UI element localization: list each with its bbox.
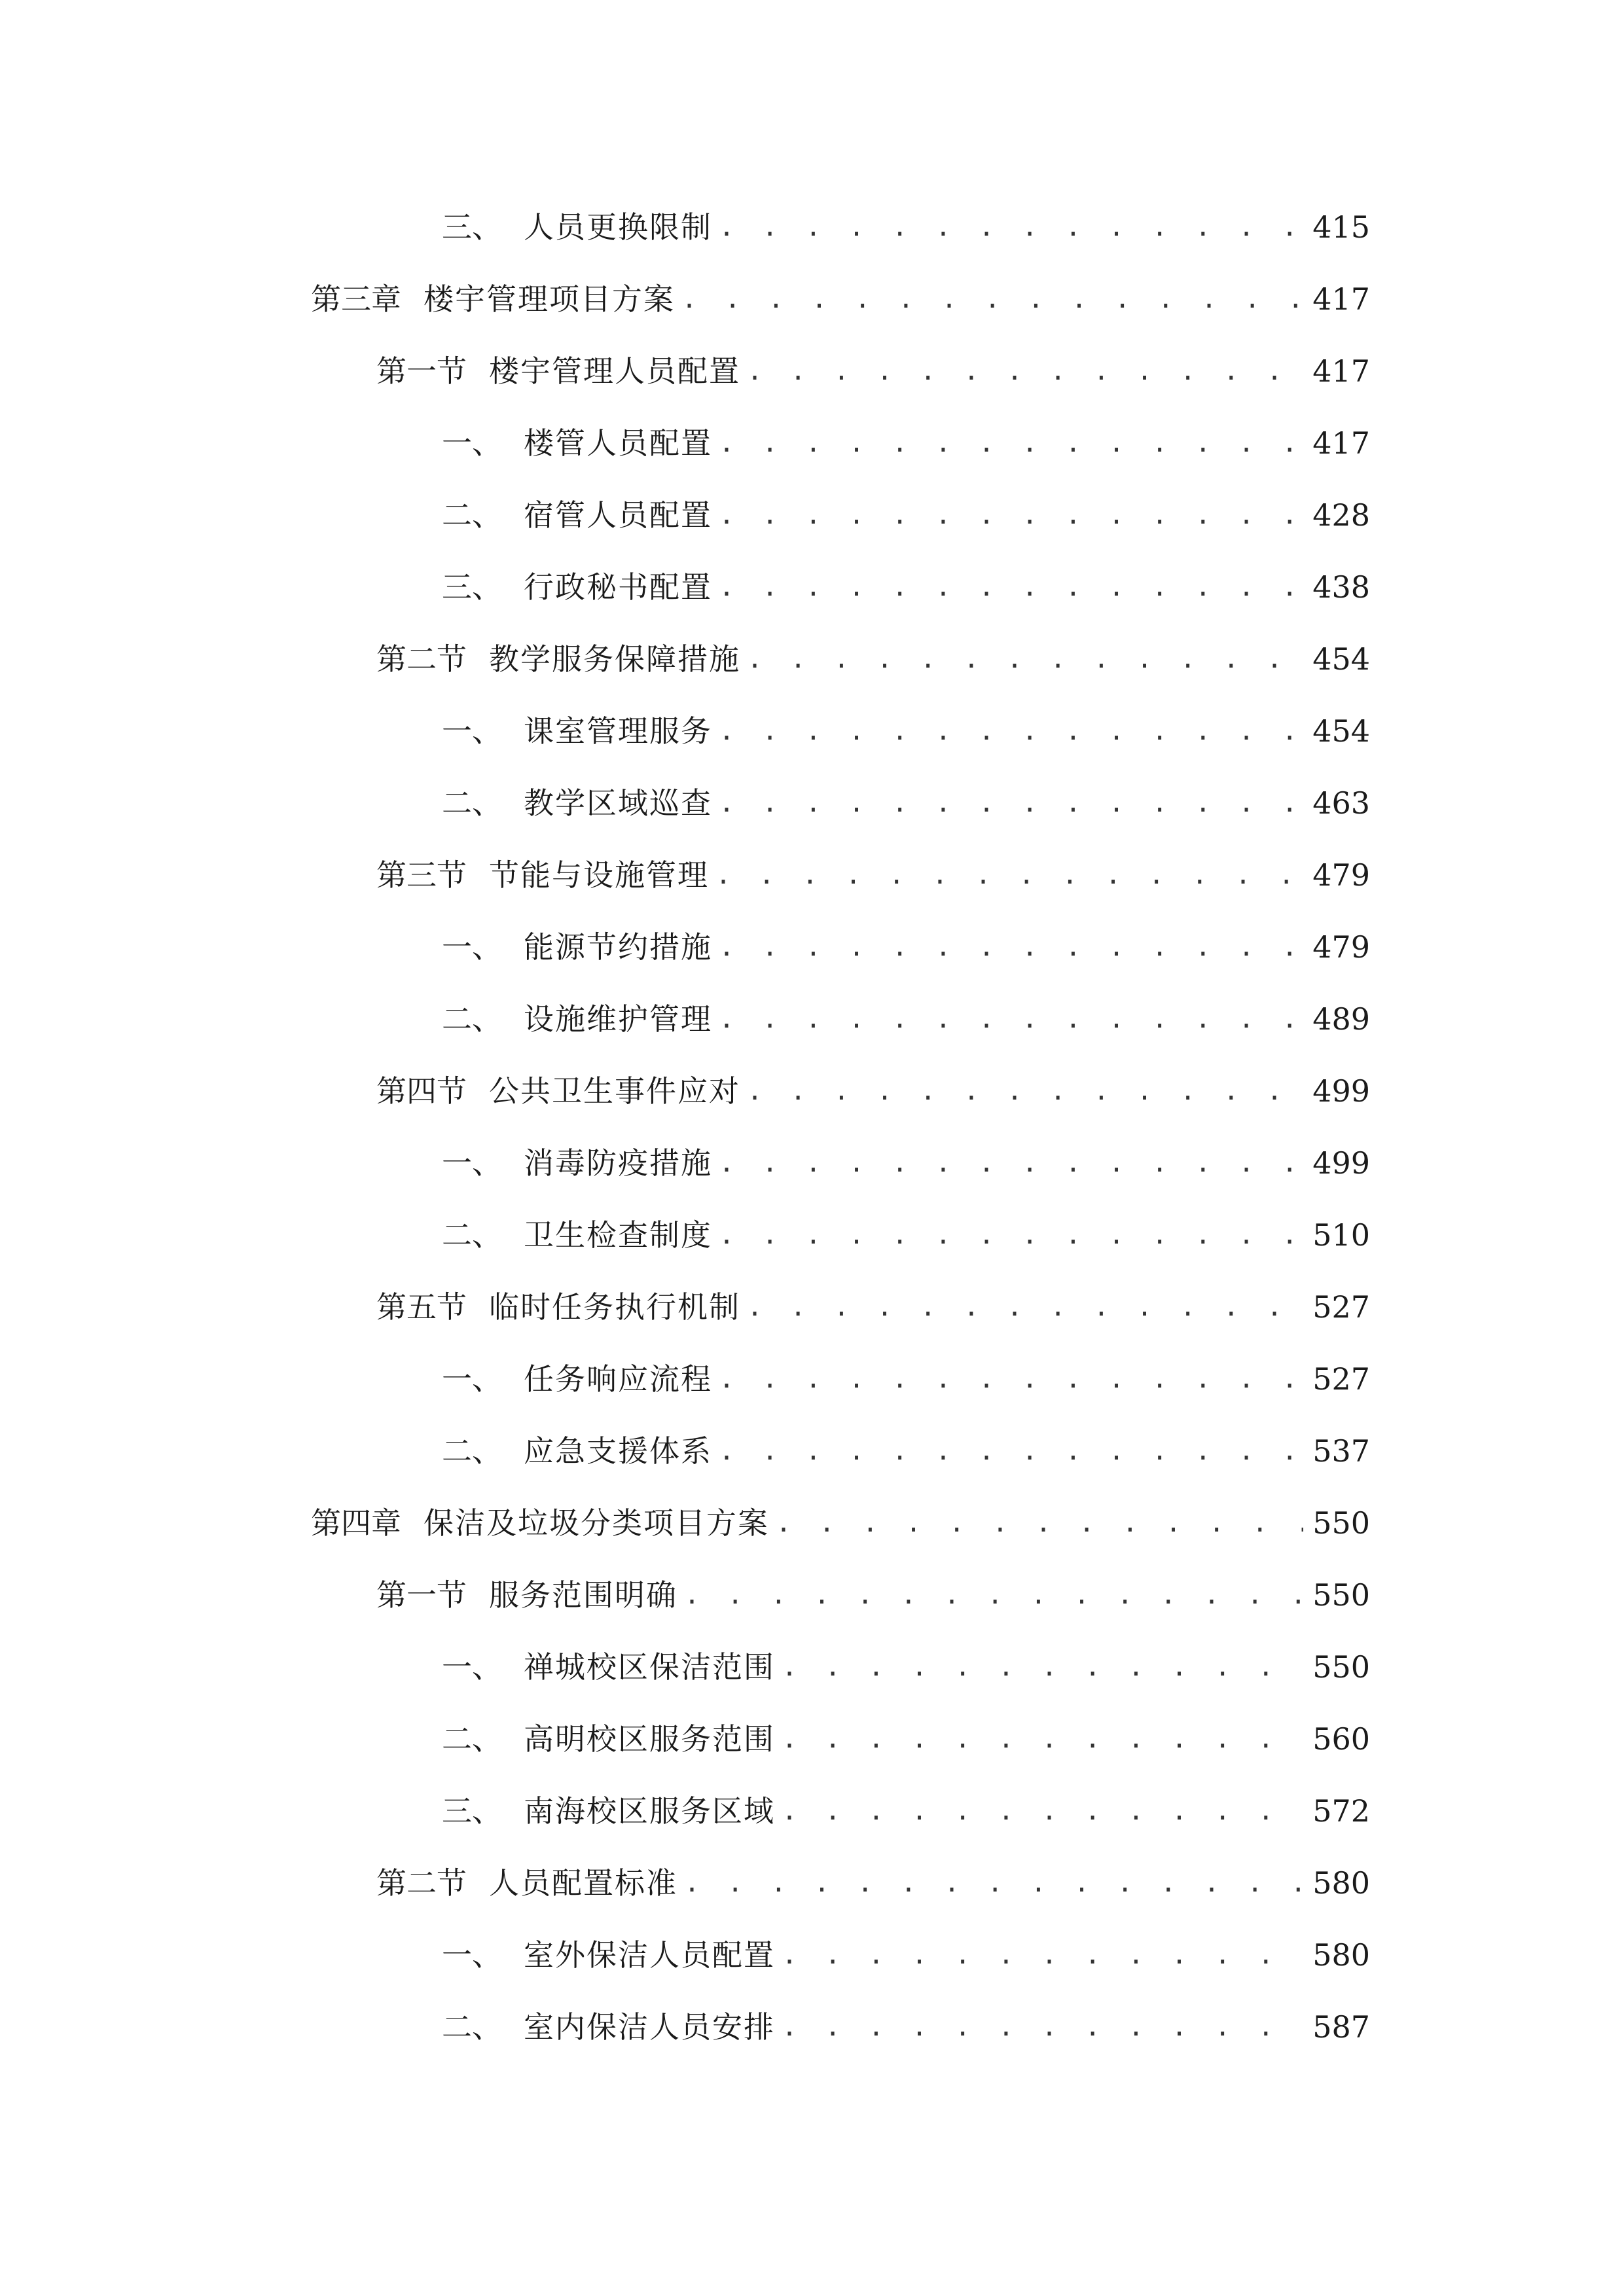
entry-title: 楼宇管理人员配置 — [489, 353, 740, 389]
toc-entry[interactable] — [442, 417, 1370, 469]
entry-page-number: 428 — [1312, 497, 1370, 533]
entry-title: 教学区域巡查 — [524, 785, 712, 821]
dot-leader — [747, 633, 1303, 685]
toc-entry[interactable] — [442, 561, 1370, 613]
toc-entry[interactable] — [376, 1281, 1370, 1333]
entry-page-number: 537 — [1312, 1433, 1370, 1469]
toc-entry[interactable] — [442, 1785, 1370, 1837]
entry-page-number: 499 — [1312, 1073, 1370, 1109]
entry-title: 能源节约措施 — [524, 929, 712, 965]
entry-page-number: 489 — [1312, 1001, 1370, 1037]
entry-page-number: 550 — [1312, 1577, 1370, 1613]
toc-entry[interactable] — [442, 1353, 1370, 1405]
entry-number: 二、 — [442, 1217, 502, 1253]
entry-title: 保洁及垃圾分类项目方案 — [424, 1505, 769, 1541]
entry-number: 第三章 — [311, 281, 401, 317]
entry-number: 二、 — [442, 1001, 502, 1037]
dot-leader — [719, 417, 1303, 469]
entry-title: 室内保洁人员安排 — [524, 2009, 775, 2045]
entry-title: 教学服务保障措施 — [489, 641, 740, 677]
entry-page-number: 479 — [1312, 857, 1370, 893]
entry-title: 卫生检查制度 — [524, 1217, 712, 1253]
entry-number: 第二节 — [376, 641, 467, 677]
entry-number: 二、 — [442, 785, 502, 821]
toc-entry[interactable] — [376, 1569, 1370, 1621]
dot-leader — [719, 201, 1303, 253]
dot-leader — [747, 1065, 1303, 1117]
entry-title: 课室管理服务 — [524, 713, 712, 749]
entry-page-number: 550 — [1312, 1505, 1370, 1541]
dot-leader — [782, 1641, 1303, 1693]
toc-entry[interactable] — [376, 849, 1370, 901]
entry-number: 二、 — [442, 2009, 502, 2045]
entry-number: 一、 — [442, 1649, 502, 1685]
entry-title: 楼管人员配置 — [524, 425, 712, 461]
entry-page-number: 580 — [1312, 1937, 1370, 1973]
entry-title: 应急支援体系 — [524, 1433, 712, 1469]
toc-entry[interactable] — [376, 633, 1370, 685]
entry-number: 第五节 — [376, 1289, 467, 1325]
dot-leader — [719, 489, 1303, 541]
entry-number: 第三节 — [376, 857, 467, 893]
entry-page-number: 454 — [1312, 713, 1370, 749]
toc-entry[interactable] — [442, 777, 1370, 829]
entry-title: 室外保洁人员配置 — [524, 1937, 775, 1973]
entry-title: 禅城校区保洁范围 — [524, 1649, 775, 1685]
toc-entry[interactable] — [442, 1929, 1370, 1981]
dot-leader — [782, 1785, 1303, 1837]
entry-title: 行政秘书配置 — [524, 569, 712, 605]
entry-number: 第二节 — [376, 1865, 467, 1901]
dot-leader — [782, 2001, 1303, 2053]
dot-leader — [719, 705, 1303, 757]
entry-page-number: 417 — [1312, 425, 1370, 461]
entry-number: 二、 — [442, 497, 502, 533]
entry-title: 人员配置标准 — [489, 1865, 677, 1901]
entry-page-number: 479 — [1312, 929, 1370, 965]
entry-page-number: 438 — [1312, 569, 1370, 605]
entry-number: 第四节 — [376, 1073, 467, 1109]
entry-number: 一、 — [442, 1361, 502, 1397]
entry-number: 第一节 — [376, 1577, 467, 1613]
entry-title: 节能与设施管理 — [489, 857, 709, 893]
dot-leader — [782, 1929, 1303, 1981]
entry-title: 南海校区服务区域 — [524, 1793, 775, 1829]
entry-number: 三、 — [442, 209, 502, 245]
dot-leader — [681, 273, 1303, 325]
toc-entry[interactable] — [442, 1713, 1370, 1765]
entry-number: 第一节 — [376, 353, 467, 389]
entry-number: 一、 — [442, 425, 502, 461]
toc-entry[interactable] — [376, 1065, 1370, 1117]
entry-title: 宿管人员配置 — [524, 497, 712, 533]
dot-leader — [684, 1857, 1303, 1909]
entry-number: 一、 — [442, 1937, 502, 1973]
toc-entry[interactable] — [442, 705, 1370, 757]
toc-entry[interactable] — [376, 345, 1370, 397]
toc-entry[interactable] — [442, 489, 1370, 541]
entry-page-number: 415 — [1312, 209, 1370, 245]
toc-entry[interactable] — [442, 2001, 1370, 2053]
toc-entry[interactable] — [442, 921, 1370, 973]
dot-leader — [776, 1497, 1303, 1549]
entry-page-number: 454 — [1312, 641, 1370, 677]
dot-leader — [719, 1425, 1303, 1477]
entry-number: 第四章 — [311, 1505, 401, 1541]
entry-page-number: 417 — [1312, 281, 1370, 317]
entry-title: 人员更换限制 — [524, 209, 712, 245]
entry-page-number: 587 — [1312, 2009, 1370, 2045]
entry-page-number: 417 — [1312, 353, 1370, 389]
entry-number: 二、 — [442, 1721, 502, 1757]
entry-page-number: 510 — [1312, 1217, 1370, 1253]
entry-title: 任务响应流程 — [524, 1361, 712, 1397]
entry-page-number: 550 — [1312, 1649, 1370, 1685]
entry-page-number: 527 — [1312, 1361, 1370, 1397]
entry-title: 设施维护管理 — [524, 1001, 712, 1037]
dot-leader — [715, 849, 1303, 901]
entry-page-number: 499 — [1312, 1145, 1370, 1181]
dot-leader — [747, 1281, 1303, 1333]
entry-number: 一、 — [442, 929, 502, 965]
entry-page-number: 560 — [1312, 1721, 1370, 1757]
toc-entry[interactable] — [311, 273, 1370, 325]
toc-entry[interactable] — [442, 201, 1370, 253]
entry-title: 临时任务执行机制 — [489, 1289, 740, 1325]
dot-leader — [747, 345, 1303, 397]
toc-entry[interactable] — [442, 1137, 1370, 1189]
toc-entry[interactable] — [376, 1857, 1370, 1909]
entry-title: 服务范围明确 — [489, 1577, 677, 1613]
entry-title: 楼宇管理项目方案 — [424, 281, 675, 317]
entry-page-number: 527 — [1312, 1289, 1370, 1325]
dot-leader — [719, 993, 1303, 1045]
dot-leader — [719, 1353, 1303, 1405]
entry-number: 一、 — [442, 1145, 502, 1181]
entry-number: 二、 — [442, 1433, 502, 1469]
toc-entry[interactable] — [442, 1209, 1370, 1261]
entry-title: 公共卫生事件应对 — [489, 1073, 740, 1109]
toc-entry[interactable] — [442, 1641, 1370, 1693]
dot-leader — [719, 1137, 1303, 1189]
entry-page-number: 463 — [1312, 785, 1370, 821]
entry-title: 消毒防疫措施 — [524, 1145, 712, 1181]
entry-title: 高明校区服务范围 — [524, 1721, 775, 1757]
dot-leader — [782, 1713, 1303, 1765]
toc-entry[interactable] — [442, 1425, 1370, 1477]
entry-number: 一、 — [442, 713, 502, 749]
entry-page-number: 580 — [1312, 1865, 1370, 1901]
dot-leader — [719, 561, 1303, 613]
toc-entry[interactable] — [442, 993, 1370, 1045]
entry-number: 三、 — [442, 1793, 502, 1829]
toc-entry[interactable] — [311, 1497, 1370, 1549]
dot-leader — [684, 1569, 1303, 1621]
entry-number: 三、 — [442, 569, 502, 605]
entry-page-number: 572 — [1312, 1793, 1370, 1829]
dot-leader — [719, 1209, 1303, 1261]
dot-leader — [719, 777, 1303, 829]
dot-leader — [719, 921, 1303, 973]
